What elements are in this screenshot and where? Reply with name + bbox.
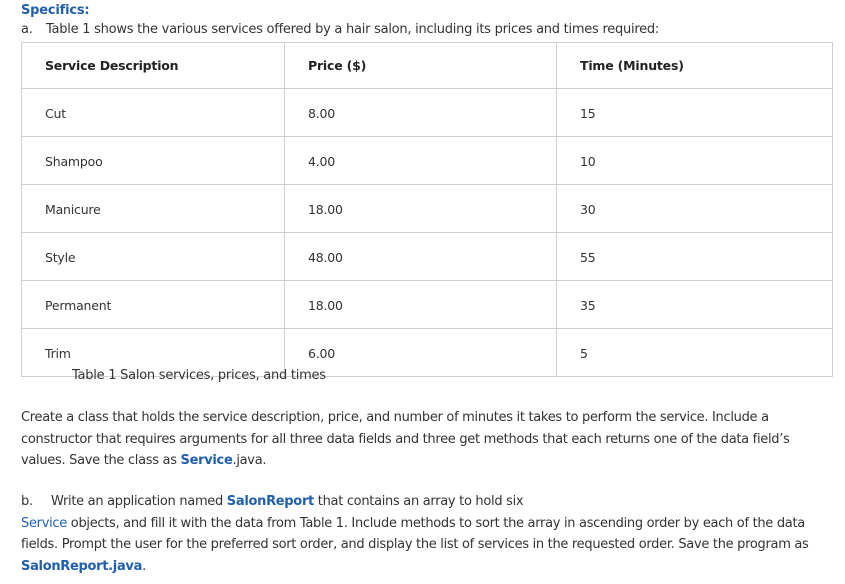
header-price: Price ($) [285, 43, 557, 89]
cell-service: Cut [22, 89, 285, 137]
cell-service: Shampoo [22, 137, 285, 185]
cell-time: 15 [557, 89, 833, 137]
file-name-salonreport: SalonReport.java [21, 558, 143, 574]
header-time: Time (Minutes) [557, 43, 833, 89]
paragraph-service-class [21, 407, 821, 472]
paragraph1-suffix: .java. [232, 453, 267, 468]
cell-price: 48.00 [285, 233, 557, 281]
section-heading: Specifics: [21, 3, 90, 18]
table-row [22, 137, 833, 185]
cell-service: Manicure [22, 185, 285, 233]
table-caption: Table 1 Salon services, prices, and times [72, 368, 326, 383]
cell-time: 55 [557, 233, 833, 281]
table-header-row [22, 43, 833, 89]
table-row [22, 89, 833, 137]
list-marker-a: a. [21, 22, 33, 37]
cell-price: 6.00 [285, 329, 557, 377]
app-name-salonreport: SalonReport [226, 494, 314, 509]
header-service-description: Service Description [22, 43, 285, 89]
cell-price: 18.00 [285, 185, 557, 233]
services-table [21, 42, 833, 377]
cell-price: 8.00 [285, 89, 557, 137]
cell-time: 30 [557, 185, 833, 233]
intro-line [21, 22, 659, 37]
cell-time: 35 [557, 281, 833, 329]
paragraph2-text-end: . [142, 558, 146, 574]
object-name-service: Service [21, 515, 67, 531]
list-marker-b: b. [21, 494, 33, 509]
cell-service: Permanent [22, 281, 285, 329]
table-row [22, 233, 833, 281]
table-row [22, 185, 833, 233]
cell-service: Trim [22, 329, 285, 377]
cell-price: 18.00 [285, 281, 557, 329]
intro-text: Table 1 shows the various services offered by a hair salon, including its prices and times required: [46, 22, 660, 37]
paragraph2-text-mid: that contains an array to hold six [313, 494, 524, 509]
cell-price: 4.00 [285, 137, 557, 185]
cell-time: 10 [557, 137, 833, 185]
cell-time: 5 [557, 329, 833, 377]
class-name-service: Service [180, 453, 233, 468]
cell-service: Style [22, 233, 285, 281]
paragraph-salon-report [21, 491, 821, 577]
paragraph1-text: Create a class that holds the service description, price, and number of minutes it takes to perform the service. Include a constructor that requires arguments for all three data fields and three get methods that each returns one of the data field’s values. Save the class as [21, 410, 790, 468]
paragraph2-text-body: objects, and fill it with the data from Table 1. Include methods to sort the array in ascending order by each of the data fields. Prompt the user for the preferred sort order, and display the list of services in the requested order. Save the program as [21, 515, 809, 552]
paragraph2-text-start: Write an application named [51, 494, 227, 509]
table-row [22, 281, 833, 329]
